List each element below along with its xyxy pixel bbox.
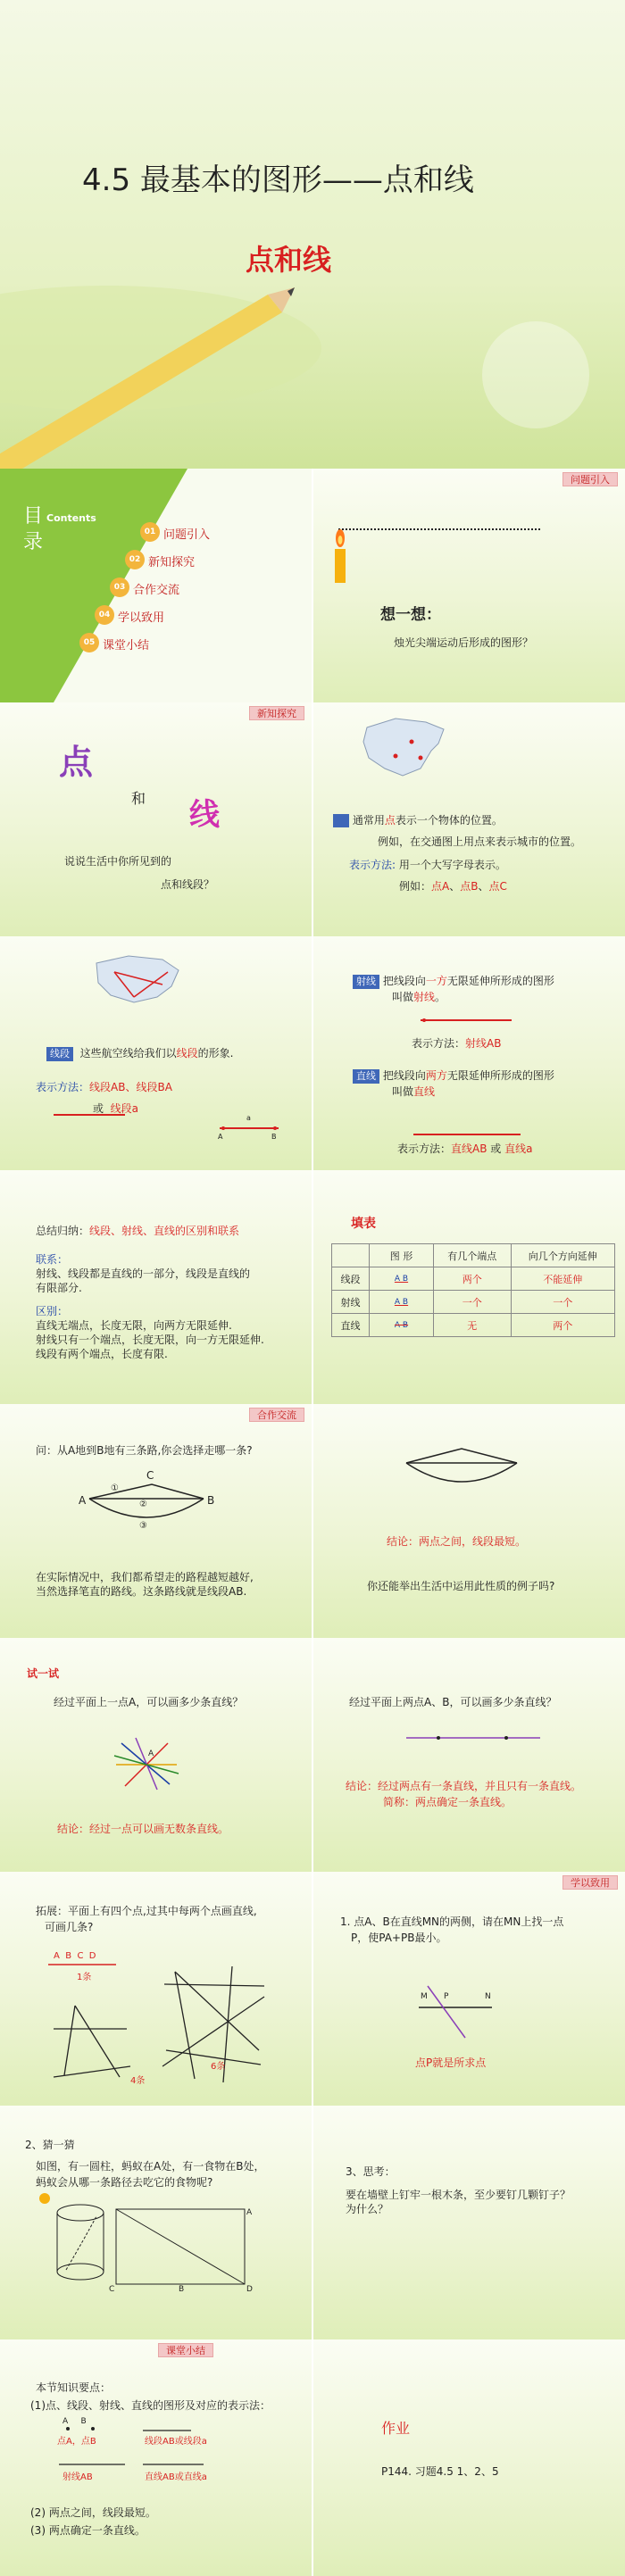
- think-label: 想一想：: [380, 606, 441, 624]
- section-tab-coop: 合作交流: [249, 1408, 304, 1422]
- toc-heading: 目录: [23, 505, 44, 553]
- expand-slide: [0, 1872, 312, 2106]
- diff-3: 线段有两个端点，长度有限.: [36, 1348, 168, 1360]
- toc-item-3[interactable]: 合作交流: [133, 584, 180, 597]
- summary-heading: 总结归纳：线段、射线、直线的区别和联系: [36, 1225, 240, 1237]
- final-item-2: (2) 两点之间，线段最短。: [30, 2506, 156, 2519]
- conclusion-text: 结论：两点之间，线段最短。: [387, 1535, 527, 1548]
- table-header-row: 图 形 有几个端点 向几个方向延伸: [332, 1244, 615, 1267]
- point-tag: [333, 814, 349, 827]
- segment-label-small-a: a: [246, 1114, 251, 1122]
- table-row: 线段 A B 两个 不能延伸: [332, 1267, 615, 1291]
- point-line-3: 表示方法: 用一个大写字母表示。: [349, 859, 506, 871]
- final-point-label: 点A，点B: [57, 2437, 96, 2447]
- coop-answer-2: 当然选择笔直的路线。这条路线就是线段AB.: [36, 1585, 247, 1598]
- segment-method-alt: 或 线段a: [93, 1102, 139, 1115]
- ray-def-2: 叫做射线。: [392, 991, 446, 1003]
- intro-question: 烛光尖端运动后形成的图形？: [394, 636, 534, 649]
- candle-icon: [313, 469, 625, 702]
- cylinder-diagram: [0, 2106, 312, 2339]
- guess-slide: [0, 2106, 312, 2339]
- ray-line-slide: [313, 936, 625, 1170]
- line-method: 表示方法：直线AB 或 直线a: [397, 1143, 533, 1155]
- route-label-3: ③: [139, 1521, 147, 1531]
- count-one: 1条: [77, 1973, 92, 1982]
- explore-prompt-2: 点和线段？: [161, 878, 215, 891]
- coop-question: 问：从A地到B地有三条路,你会选择走哪一条?: [36, 1444, 253, 1457]
- segment-method: 表示方法：线段AB、线段BA: [36, 1081, 172, 1093]
- expand-label-abcd: A B C D: [54, 1951, 96, 1961]
- comparison-table: [331, 1243, 615, 1337]
- toc-badge-3: 03: [110, 578, 129, 597]
- guess-label-a: A: [246, 2208, 253, 2217]
- toc-item-4[interactable]: 学以致用: [118, 611, 165, 625]
- route-label-b: B: [207, 1494, 215, 1507]
- route-label-1: ①: [111, 1483, 119, 1493]
- section-tab-intro: 问题引入: [562, 472, 618, 486]
- apply-label-m: M: [421, 1992, 428, 2001]
- final-ray-label: 射线AB: [62, 2472, 93, 2482]
- two-point-question: 经过平面上两点A、B，可以画多少条直线？: [349, 1696, 557, 1708]
- two-point-conclusion-2: 简称：两点确定一条直线。: [383, 1796, 512, 1808]
- homework-text: P144. 习题4.5 1、2、5: [381, 2465, 499, 2478]
- link-text-2: 有限部分.: [36, 1282, 82, 1294]
- route-label-2: ②: [139, 1500, 147, 1509]
- try-question: 经过平面上一点A，可以画多少条直线？: [54, 1696, 244, 1708]
- final-summary-slide: [0, 2339, 312, 2576]
- final-point-labels: A B: [62, 2417, 87, 2426]
- think-slide: [313, 2106, 625, 2339]
- final-line-label: 直线AB或直线a: [145, 2472, 207, 2482]
- homework-slide: [313, 2339, 625, 2576]
- final-item-3: (3) 两点确定一条直线。: [30, 2524, 146, 2537]
- segment-slide: [0, 936, 312, 1170]
- apply-label-n: N: [485, 1992, 491, 2001]
- guess-heading: 2、猜一猜: [25, 2139, 75, 2151]
- link-label: 联系：: [36, 1253, 69, 1266]
- art-dian: 点: [59, 743, 94, 782]
- expand-question-2: 可画几条?: [45, 1921, 94, 1933]
- link-text-1: 射线、线段都是直线的一部分，线段是直线的: [36, 1267, 251, 1280]
- table-row: 射线 A B 一个 一个: [332, 1291, 615, 1314]
- coop-answer-1: 在实际情况中，我们都希望走的路程越短越好,: [36, 1571, 254, 1583]
- page-subtitle: 点和线: [246, 243, 332, 277]
- toc-badge-5: 05: [79, 633, 99, 652]
- section-tab-summary: 课堂小结: [158, 2343, 213, 2357]
- try-label-a: A: [148, 1749, 154, 1758]
- toc-item-2[interactable]: 新知探究: [148, 556, 196, 569]
- point-slide: [313, 702, 625, 936]
- guess-question-1: 如图，有一圆柱，蚂蚁在A处，有一食物在B处，: [36, 2160, 265, 2173]
- diff-label: 区别：: [36, 1305, 69, 1317]
- try-heading: 试一试: [27, 1667, 60, 1680]
- think-question-2: 为什么？: [346, 2203, 389, 2215]
- toc-badge-2: 02: [125, 550, 145, 569]
- table-row: 直线 A B 无 两个: [332, 1314, 615, 1337]
- page-title: 4.5 最基本的图形——点和线: [82, 162, 474, 198]
- summary-figures: [0, 2339, 312, 2576]
- apply-question-1: 1. 点A、B在直线MN的两侧，请在MN上找一点: [340, 1915, 564, 1928]
- four-point-figures: [0, 1872, 312, 2106]
- line-through-two-points: [313, 1638, 625, 1872]
- line-def: 直线 把线段向两方无限延伸所形成的图形: [353, 1068, 554, 1084]
- intro-slide: [313, 469, 625, 702]
- section-tab-apply: 学以致用: [562, 1875, 618, 1890]
- pencil-decoration: [0, 0, 625, 469]
- toc-badge-1: 01: [140, 522, 160, 542]
- guess-question-2: 蚂蚁会从哪一条路径去吃它的食物呢?: [36, 2176, 213, 2189]
- explore-prompt-1: 说说生活中你所见到的: [64, 855, 172, 868]
- toc-badge-4: 04: [95, 605, 114, 625]
- guess-label-c: C: [109, 2285, 115, 2294]
- explore-slide: [0, 702, 312, 936]
- toc-slide: [0, 469, 312, 702]
- guess-label-b: B: [179, 2285, 185, 2294]
- line-def-2: 叫做直线: [392, 1085, 436, 1098]
- apply-answer: 点P就是所求点: [415, 2057, 487, 2069]
- two-point-slide: [313, 1638, 625, 1872]
- segment-line-1: 线段 这些航空线给我们以线段的形象.: [46, 1046, 234, 1061]
- section-tab-explore: 新知探究: [249, 706, 304, 720]
- guess-label-d: D: [246, 2285, 253, 2294]
- think-heading: 3、思考：: [346, 2165, 396, 2178]
- count-six: 6条: [211, 2062, 226, 2072]
- three-routes-diagram: [0, 1404, 312, 1638]
- route-label-a: A: [79, 1494, 87, 1507]
- two-point-conclusion-1: 结论：经过两点有一条直线，并且只有一条直线。: [346, 1780, 582, 1792]
- final-seg-label: 线段AB或线段a: [145, 2437, 207, 2447]
- homework-heading: 作业: [381, 2420, 411, 2437]
- segment-label-a: A: [218, 1133, 223, 1141]
- ray-line-figures: [313, 936, 625, 1170]
- toc-item-1[interactable]: 问题引入: [163, 528, 211, 542]
- art-he: 和: [131, 790, 146, 807]
- toc-item-5[interactable]: 课堂小结: [103, 639, 150, 652]
- toc-contents-label: Contents: [46, 512, 96, 524]
- summary-slide: [0, 1170, 312, 1404]
- point-line-2: 例如，在交通图上用点来表示城市的位置。: [378, 835, 582, 848]
- diff-2: 射线只有一个端点，长度无限，向一方无限延伸.: [36, 1334, 264, 1346]
- apply-label-p: P: [444, 1992, 449, 2001]
- conclusion-question: 你还能举出生活中运用此性质的例子吗?: [367, 1580, 555, 1592]
- route-label-c: C: [146, 1469, 154, 1482]
- conclusion-slide: [313, 1404, 625, 1638]
- point-examples: 例如：点A、点B、点C: [399, 880, 507, 893]
- triangle-route-diagram: [313, 1404, 625, 1638]
- segment-label-b: B: [271, 1133, 277, 1141]
- final-heading: 本节知识要点：: [36, 2381, 112, 2394]
- apply-slide: [313, 1872, 625, 2106]
- try-conclusion: 结论：经过一点可以画无数条直线。: [57, 1823, 229, 1835]
- art-xian: 线: [189, 797, 220, 833]
- coop-slide: [0, 1404, 312, 1638]
- apply-question-2: P，使PA+PB最小。: [351, 1932, 447, 1944]
- table-heading: 填表: [351, 1217, 376, 1231]
- final-item-1: (1)点、线段、射线、直线的图形及对应的表示法：: [30, 2399, 271, 2412]
- count-four: 4条: [130, 2076, 146, 2086]
- ray-method: 表示方法：射线AB: [412, 1037, 502, 1050]
- title-slide: [0, 0, 625, 469]
- diff-1: 直线无端点，长度无限，向两方无限延伸.: [36, 1319, 232, 1332]
- think-question-1: 要在墙壁上钉牢一根木条，至少要钉几颗钉子？: [346, 2189, 571, 2201]
- ray-def: 射线 把线段向一方无限延伸所形成的图形: [353, 974, 554, 989]
- try-slide: [0, 1638, 312, 1872]
- table-slide: [313, 1170, 625, 1404]
- expand-question-1: 拓展：平面上有四个点,过其中每两个点画直线,: [36, 1905, 257, 1917]
- point-line-1: 通常用点表示一个物体的位置。: [333, 813, 503, 828]
